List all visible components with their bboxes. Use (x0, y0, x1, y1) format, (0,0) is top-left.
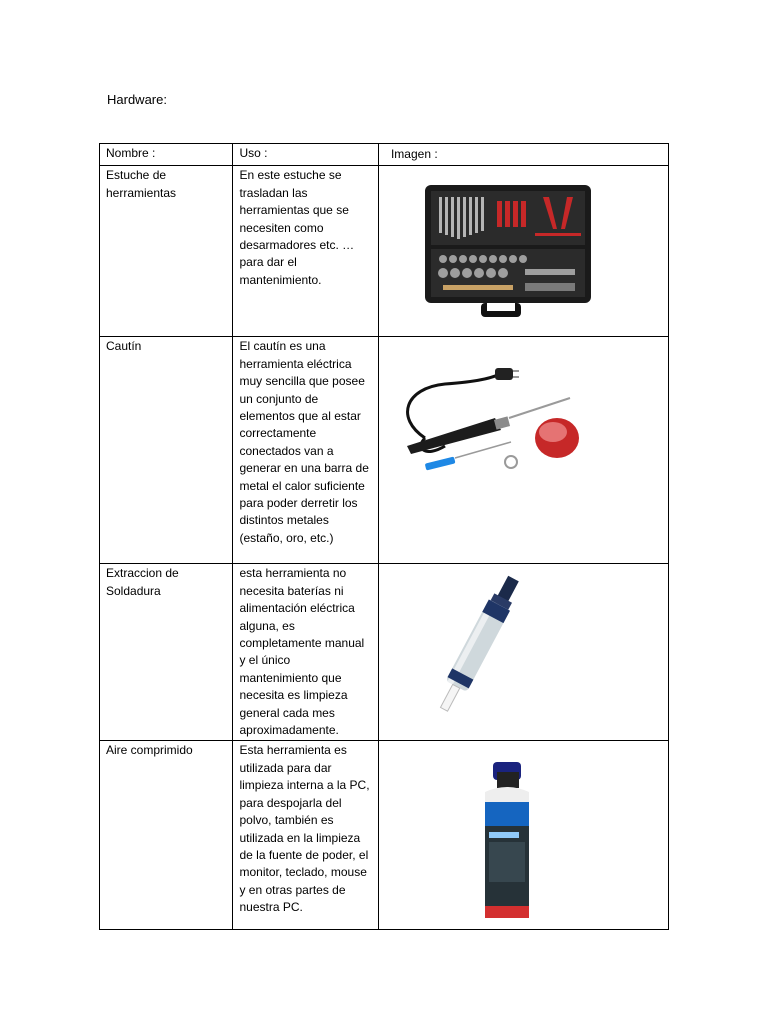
table-row (100, 741, 669, 930)
cell-imagen (378, 741, 668, 930)
hardware-table (99, 143, 669, 930)
soldering-iron-image (385, 338, 661, 562)
table-row (100, 166, 669, 337)
cell-nombre: Extraccion de Soldadura (100, 564, 233, 741)
cell-nombre: Cautín (100, 337, 233, 564)
compressed-air-can-image (385, 742, 661, 928)
table-row (100, 564, 669, 741)
toolbox-case-image (385, 167, 661, 335)
cell-uso: En este estuche se trasladan las herramientas que se necesiten como desarmadores etc. … para dar el mantenimiento. (233, 166, 379, 337)
cell-nombre: Aire comprimido (100, 741, 233, 930)
header-nombre: Nombre : (100, 144, 233, 166)
cell-uso: El cautín es una herramienta eléctrica muy sencilla que posee un conjunto de elementos que al estar correctamente conectados van a generar en una barra de metal el calor suficiente para poder derretir los distintos metales (estaño, oro, etc.) (233, 337, 379, 564)
cell-uso: Esta herramienta es utilizada para dar limpieza interna a la PC, para despojarla del polvo, también es utilizada en la limpieza de la fuente de poder, el monitor, teclado, mouse y en otras partes de nuestra PC. (233, 741, 379, 930)
cell-imagen (378, 564, 668, 741)
cell-imagen (378, 337, 668, 564)
cell-nombre: Estuche de herramientas (100, 166, 233, 337)
header-imagen-label: Imagen : (390, 147, 438, 161)
cell-uso: esta herramienta no necesita baterías ni alimentación eléctrica alguna, es completamente manual y el único mantenimiento que necesita es limpieza general cada mes aproximadamente. (233, 564, 379, 741)
desoldering-pump-image (385, 565, 661, 737)
page-heading: Hardware: (107, 92, 167, 107)
cell-imagen (378, 166, 668, 337)
table-row (100, 337, 669, 564)
header-uso: Uso : (233, 144, 379, 166)
table-header-row (100, 144, 669, 166)
header-imagen (378, 144, 668, 166)
